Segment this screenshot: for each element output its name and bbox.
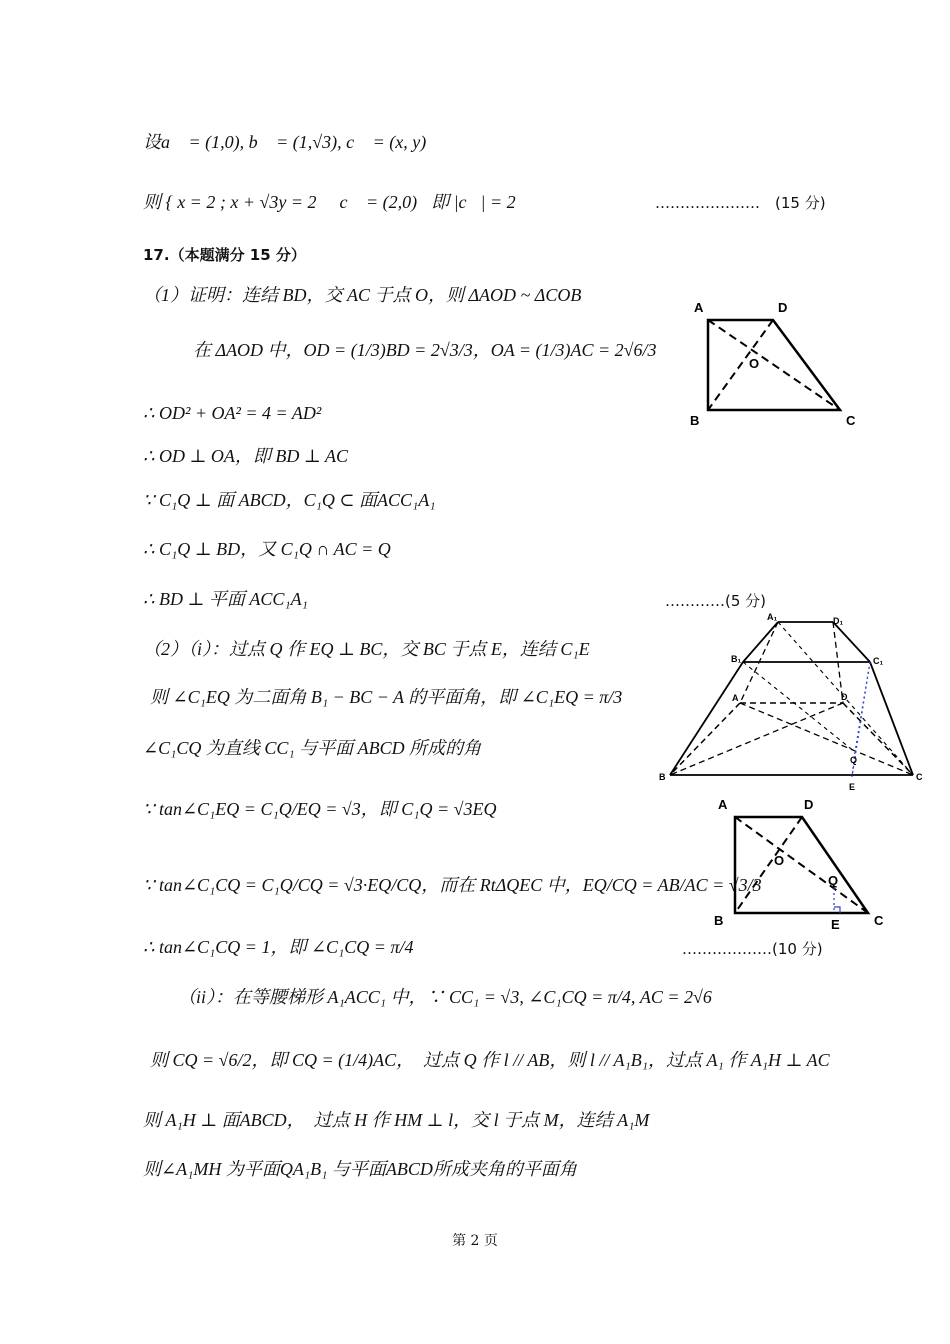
line-system: 则 { x = 2 ; x + √3y = 2 ∴ c⃗ = (2,0)，即 |c⃗| = 2	[143, 192, 516, 212]
line-part2-i: （2）（i）：过点 Q 作 EQ ⊥ BC，交 BC 于点 E，连结 C₁E	[143, 639, 590, 659]
line-tan-c1cq: ∵ tan∠C₁CQ = C₁Q/CQ = √3·EQ/CQ，而在 RtΔQEC 中，EQ/CQ = AB/AC = √3/3	[143, 875, 762, 895]
label-O: O	[749, 356, 760, 371]
label-Q: Q	[828, 873, 839, 888]
label-O: O	[774, 853, 785, 868]
line-proof-start: （1）证明：连结 BD，交 AC 于点 O，则 ΔAOD ~ ΔCOB	[143, 285, 582, 305]
label-B: B	[659, 772, 666, 782]
label-C: C	[846, 413, 856, 428]
score-15: ………………… (15 分)	[655, 194, 826, 212]
label-A: A	[718, 797, 728, 812]
problem-17-header: 17.（本题满分 15 分）	[143, 246, 306, 264]
page-number: 第 2 页	[452, 1233, 498, 1249]
line-part2-ii: （ii）：在等腰梯形 A₁ACC₁ 中，∵ CC₁ = √3, ∠C₁CQ = π/4, AC = 2√6	[178, 987, 712, 1007]
label-A: A	[732, 693, 739, 703]
line-a1mh: 则∠A₁MH 为平面QA₁B₁ 与平面ABCD所成夹角的平面角	[143, 1159, 577, 1179]
figure-frustum	[655, 612, 925, 797]
label-D: D	[841, 692, 848, 702]
figure-trapezoid-1	[680, 295, 870, 435]
label-D: D	[804, 797, 814, 812]
line-aod-lengths: 在 ΔAOD 中，OD = (1/3)BD = 2√3/3，OA = (1/3)AC = 2√6/3	[193, 340, 657, 360]
line-perp: ∴ OD ⊥ OA，即 BD ⊥ AC	[143, 446, 348, 466]
line-bd-plane: ∴ BD ⊥ 平面 ACC₁A₁	[143, 589, 308, 609]
label-C: C	[916, 772, 923, 782]
line-tan-result: ∴ tan∠C₁CQ = 1，即 ∠C₁CQ = π/4	[143, 937, 414, 957]
label-D1: D₁	[833, 616, 844, 626]
line-tan-c1eq: ∵ tan∠C₁EQ = C₁Q/EQ = √3，即 C₁Q = √3EQ	[143, 799, 497, 819]
score-5: …………(5 分)	[665, 592, 767, 610]
label-B: B	[690, 413, 700, 428]
label-C1: C₁	[873, 656, 884, 666]
line-cq: 则 CQ = √6/2，即 CQ = (1/4)AC， 过点 Q 作 l // AB，则 l // A₁B₁，过点 A₁ 作 A₁H ⊥ AC	[150, 1050, 830, 1070]
label-D: D	[778, 300, 788, 315]
line-vectors: 设a⃗ = (1,0), b⃗ = (1,√3), c⃗ = (x, y)，	[143, 132, 441, 152]
line-c1q-perp: ∵ C₁Q ⊥ 面 ABCD，C₁Q ⊂ 面ACC₁A₁	[143, 490, 436, 510]
label-B1: B₁	[731, 654, 742, 664]
line-dihedral: 则 ∠C₁EQ 为二面角 B₁ − BC − A 的平面角，即 ∠C₁EQ = π/3	[150, 687, 623, 707]
line-angle-c1cq: ∠C₁CQ 为直线 CC₁ 与平面 ABCD 所成的角	[143, 738, 482, 758]
label-C: C	[874, 913, 884, 928]
label-Q: Q	[850, 755, 858, 765]
figure-trapezoid-2	[710, 795, 900, 935]
label-A1: A₁	[767, 612, 778, 622]
label-E: E	[831, 917, 840, 932]
label-E: E	[849, 782, 856, 792]
score-10: ………………(10 分)	[682, 940, 823, 958]
label-B: B	[714, 913, 724, 928]
label-A: A	[694, 300, 704, 315]
line-pythag: ∴ OD² + OA² = 4 = AD²	[143, 403, 322, 423]
line-a1h: 则 A₁H ⊥ 面ABCD， 过点 H 作 HM ⊥ l，交 l 于点 M，连结 A₁M	[143, 1110, 650, 1130]
line-c1q-bd: ∴ C₁Q ⊥ BD，又 C₁Q ∩ AC = Q	[143, 539, 391, 559]
